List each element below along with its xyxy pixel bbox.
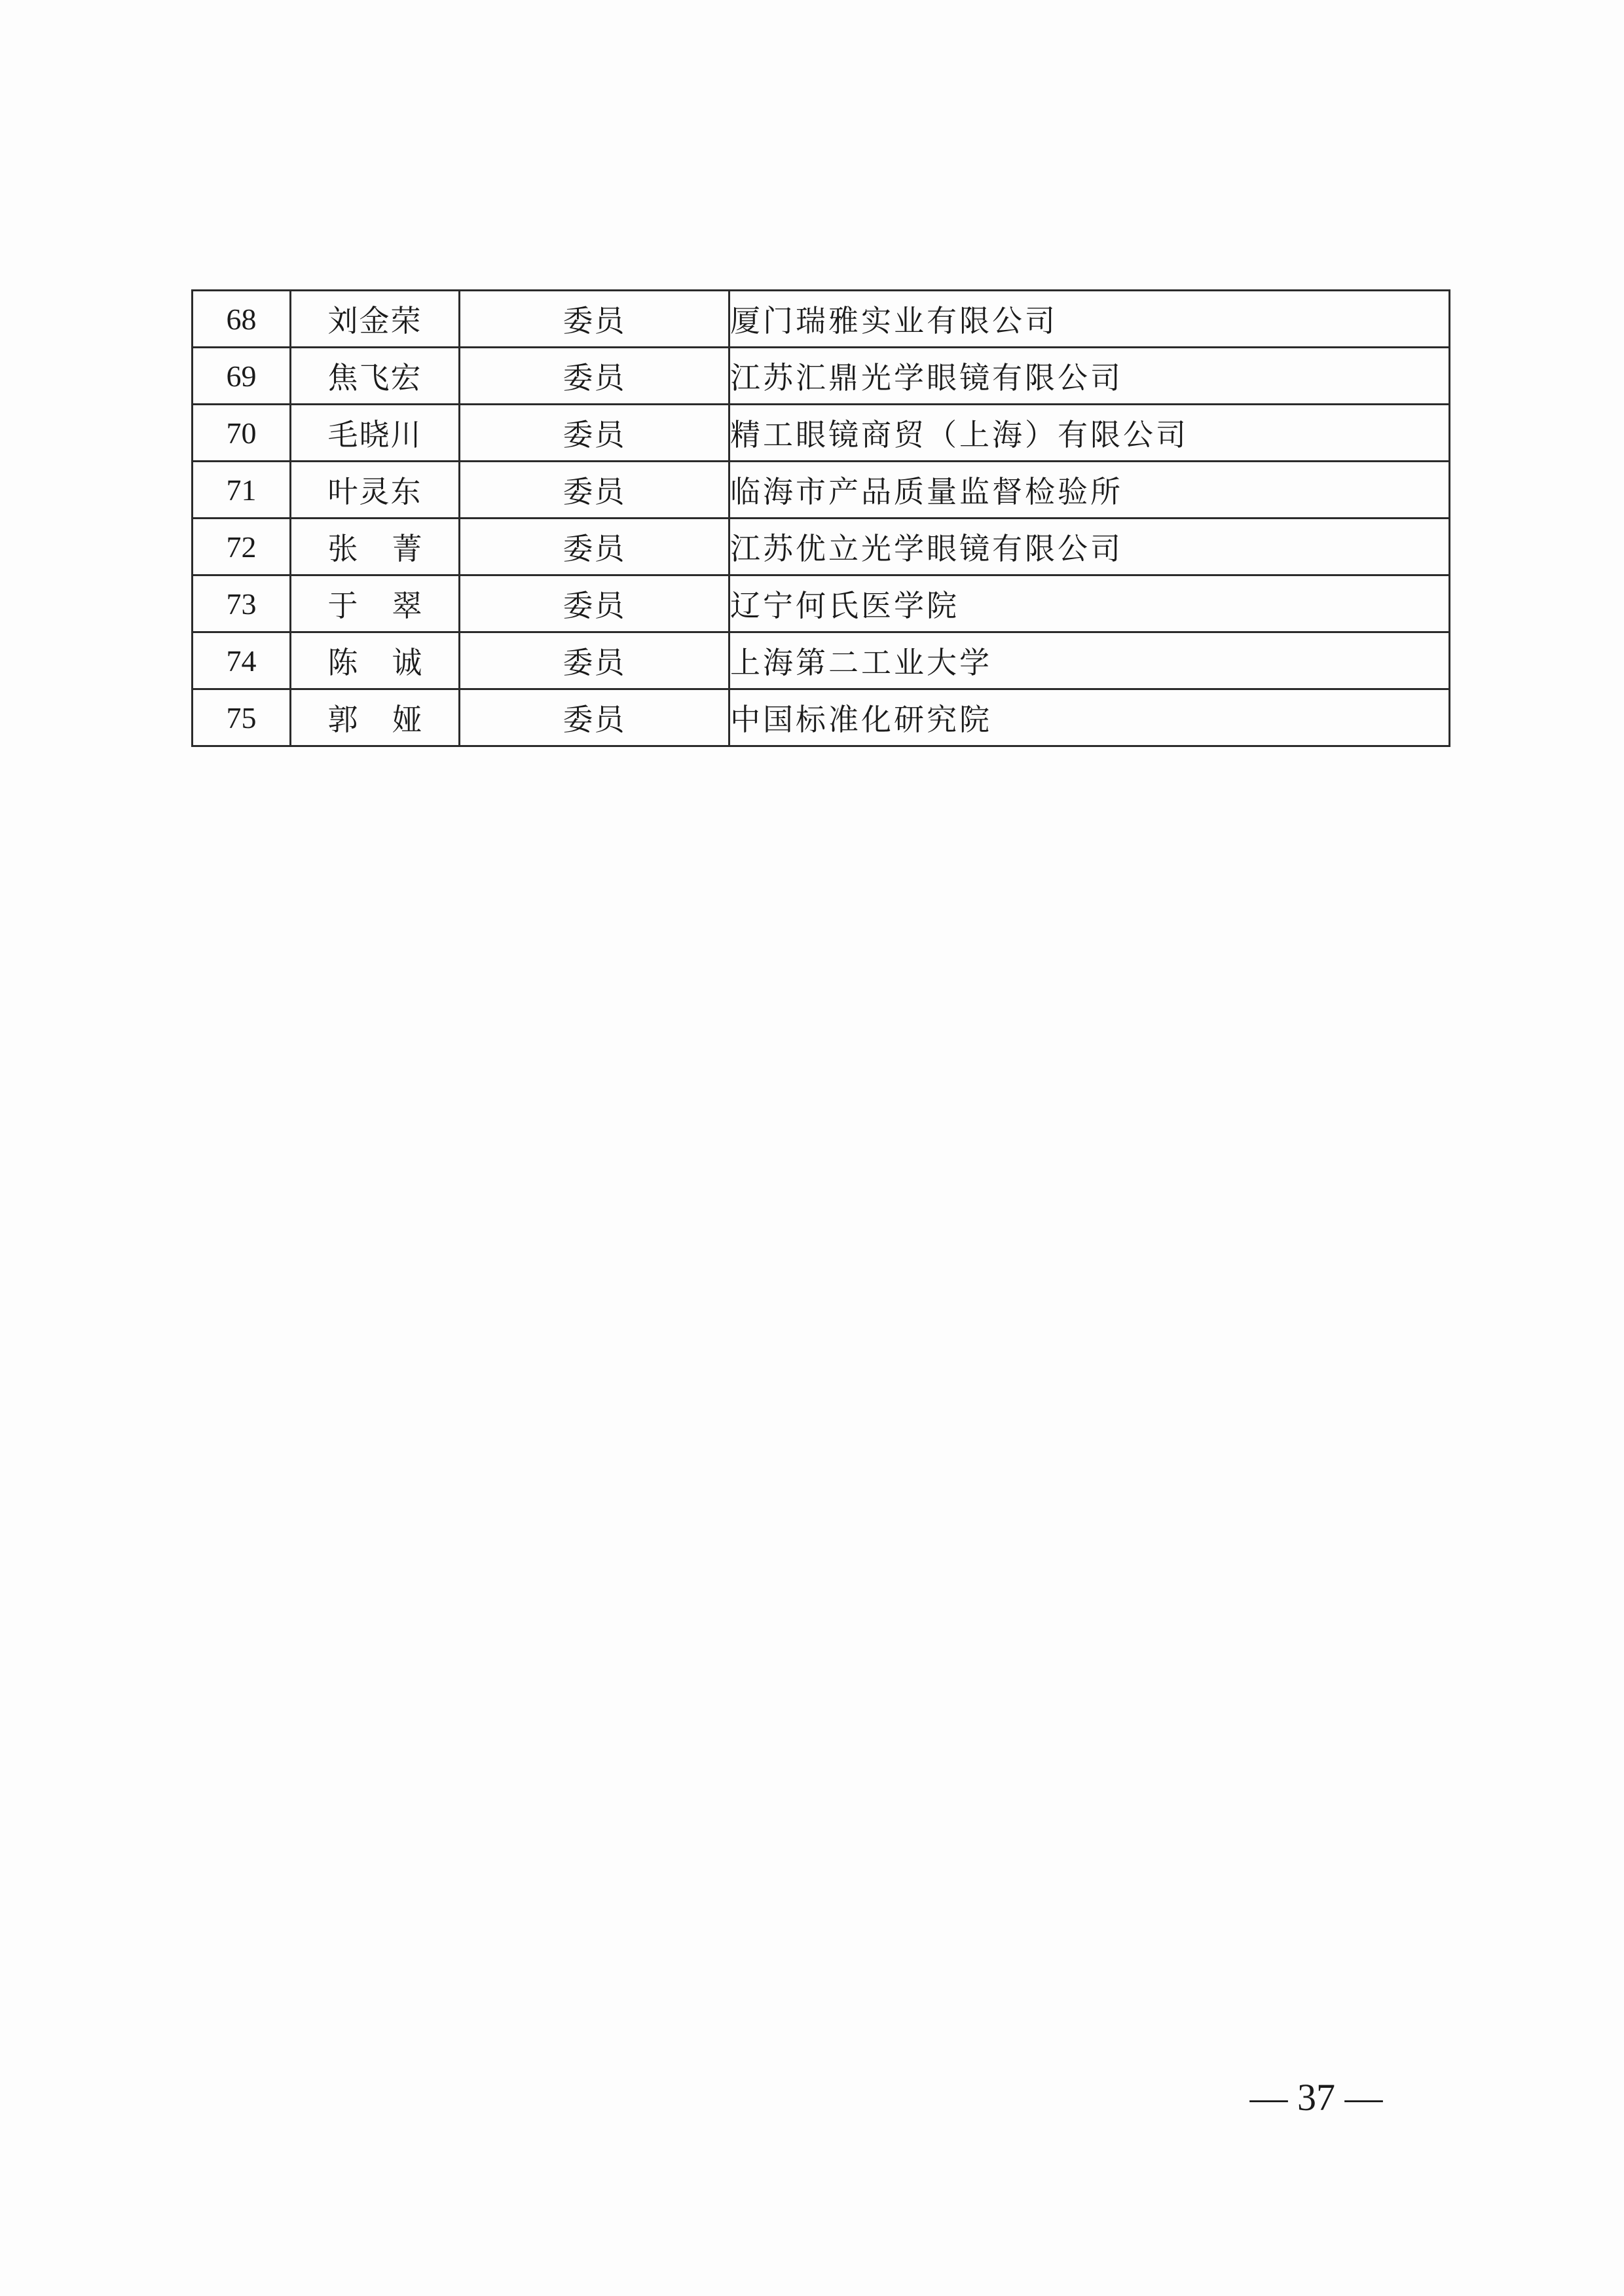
member-role: 委员 — [460, 291, 729, 348]
committee-member-table — [191, 289, 1450, 747]
member-organization: 辽宁何氏医学院 — [729, 575, 1450, 632]
table-row — [193, 462, 1450, 519]
table-row — [193, 291, 1450, 348]
table-row — [193, 632, 1450, 689]
member-name: 毛晓川 — [291, 405, 460, 462]
table-row — [193, 405, 1450, 462]
member-organization: 中国标准化研究院 — [729, 689, 1450, 746]
member-name: 焦飞宏 — [291, 348, 460, 405]
member-organization: 临海市产品质量监督检验所 — [729, 462, 1450, 519]
member-organization: 厦门瑞雅实业有限公司 — [729, 291, 1450, 348]
member-role: 委员 — [460, 348, 729, 405]
member-role: 委员 — [460, 405, 729, 462]
member-name: 叶灵东 — [291, 462, 460, 519]
member-name: 张菁 — [291, 519, 460, 575]
row-number: 71 — [193, 462, 291, 519]
member-name: 刘金荣 — [291, 291, 460, 348]
row-number: 75 — [193, 689, 291, 746]
member-name: 陈诚 — [291, 632, 460, 689]
member-name: 于翠 — [291, 575, 460, 632]
row-number: 70 — [193, 405, 291, 462]
member-role: 委员 — [460, 689, 729, 746]
member-role: 委员 — [460, 462, 729, 519]
row-number: 69 — [193, 348, 291, 405]
row-number: 74 — [193, 632, 291, 689]
row-number: 68 — [193, 291, 291, 348]
member-role: 委员 — [460, 575, 729, 632]
member-organization: 上海第二工业大学 — [729, 632, 1450, 689]
row-number: 72 — [193, 519, 291, 575]
member-organization: 江苏优立光学眼镜有限公司 — [729, 519, 1450, 575]
member-role: 委员 — [460, 519, 729, 575]
member-role: 委员 — [460, 632, 729, 689]
table-row — [193, 519, 1450, 575]
member-name: 郭娅 — [291, 689, 460, 746]
table-row — [193, 689, 1450, 746]
table-row — [193, 575, 1450, 632]
row-number: 73 — [193, 575, 291, 632]
table-row — [193, 348, 1450, 405]
page-number: — 37 — — [1249, 2076, 1383, 2119]
member-organization: 精工眼镜商贸（上海）有限公司 — [729, 405, 1450, 462]
member-organization: 江苏汇鼎光学眼镜有限公司 — [729, 348, 1450, 405]
